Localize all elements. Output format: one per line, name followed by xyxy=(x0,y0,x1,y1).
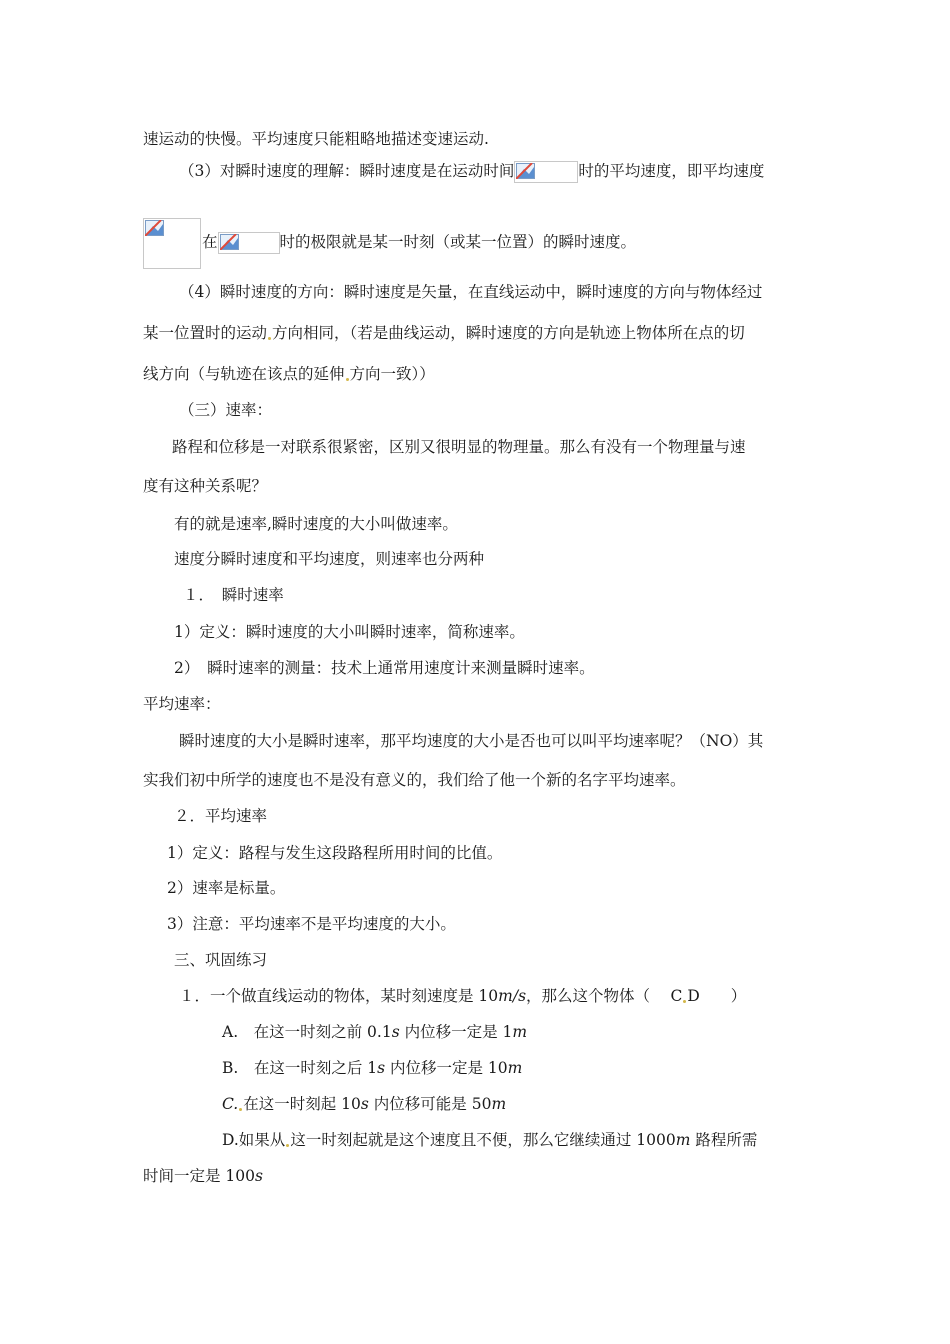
text-span: ，那么这个物体（ C xyxy=(526,987,683,1005)
text-span: 在 xyxy=(202,233,218,251)
text-line: 速运动的快慢。平均速度只能粗略地描述变速运动. xyxy=(143,130,489,148)
text-span: 时间一定是 100 xyxy=(143,1167,256,1185)
text-span: 线方向（与轨迹在该点的延伸 xyxy=(143,365,345,383)
section-heading: （三）速率： xyxy=(179,401,273,419)
broken-image-icon xyxy=(143,218,201,269)
text-line xyxy=(143,1166,263,1186)
text-line: 1）定义：路程与发生这段路程所用时间的比值。 xyxy=(167,844,503,862)
unit-text: m xyxy=(512,1023,528,1041)
text-line: 2） 瞬时速率的测量：技术上通常用速度计来测量瞬时速率。 xyxy=(174,659,595,677)
text-span: 在这一时刻起 10 xyxy=(243,1095,361,1113)
text-span: 方向相同，（若是曲线运动，瞬时速度的方向是轨迹上物体所在点的切 xyxy=(272,324,745,342)
text-span: B. 在这一时刻之后 1 xyxy=(222,1059,378,1077)
unit-text: s xyxy=(377,1059,386,1077)
unit-text: m xyxy=(507,1059,523,1077)
text-span: 内位移可能是 50 xyxy=(368,1095,492,1113)
text-line xyxy=(179,161,764,183)
text-line xyxy=(143,364,435,384)
text-span: 方向一致）） xyxy=(349,365,435,383)
unit-text: s xyxy=(255,1167,263,1185)
text-line: （4）瞬时速度的方向：瞬时速度是矢量，在直线运动中，瞬时速度的方向与物体经过 xyxy=(179,283,763,301)
text-span: 时的平均速度，即平均速度 xyxy=(578,162,765,180)
broken-image-icon xyxy=(514,161,578,183)
unit-text: m xyxy=(491,1095,507,1113)
text-line: 瞬时速度的大小是瞬时速率，那平均速度的大小是否也可以叫平均速率呢？（NO）其 xyxy=(179,732,764,750)
text-span: （3）对瞬时速度的理解：瞬时速度是在运动时间 xyxy=(179,162,515,180)
broken-image-icon xyxy=(218,232,280,254)
text-line: 度有这种关系呢？ xyxy=(143,477,268,495)
answer-text: D ） xyxy=(687,987,747,1005)
list-heading: ２．平均速率 xyxy=(174,807,268,825)
text-span: 路程所需 xyxy=(690,1131,758,1149)
text-line: 速度分瞬时速度和平均速度，则速率也分两种 xyxy=(174,550,485,568)
text-line xyxy=(143,323,745,343)
question-stem xyxy=(179,986,746,1006)
text-line: 1）定义：瞬时速度的大小叫瞬时速率，简称速率。 xyxy=(174,623,525,641)
text-span: 内位移一定是 10 xyxy=(385,1059,508,1077)
option-label: C. xyxy=(222,1095,239,1113)
list-heading: １． 瞬时速率 xyxy=(183,586,284,604)
text-span: A. 在这一时刻之前 0.1 xyxy=(222,1023,392,1041)
option-a xyxy=(222,1022,527,1042)
unit-text: m/s xyxy=(498,987,527,1005)
text-line xyxy=(202,232,636,254)
unit-text: m xyxy=(675,1131,691,1149)
section-heading: 三、巩固练习 xyxy=(174,951,268,969)
text-line: 2）速率是标量。 xyxy=(167,879,286,897)
mark-dot xyxy=(683,1000,686,1003)
text-line: 路程和位移是一对联系很紧密，区别又很明显的物理量。那么有没有一个物理量与速 xyxy=(172,438,746,456)
mark-dot xyxy=(239,1108,242,1111)
unit-text: s xyxy=(391,1023,400,1041)
mark-dot xyxy=(346,378,349,381)
text-line: 3）注意：平均速率不是平均速度的大小。 xyxy=(167,915,456,933)
text-line: 有的就是速率,瞬时速度的大小叫做速率。 xyxy=(174,515,458,533)
text-span: 某一位置时的运动 xyxy=(143,324,268,342)
text-span: 这一时刻起就是这个速度且不便，那么它继续通过 1000 xyxy=(290,1131,676,1149)
option-c xyxy=(222,1094,506,1114)
text-line: 平均速率： xyxy=(143,695,221,713)
text-span: 内位移一定是 1 xyxy=(399,1023,513,1041)
mark-dot xyxy=(286,1144,289,1147)
text-span: D.如果从 xyxy=(222,1131,286,1149)
unit-text: s xyxy=(360,1095,369,1113)
option-b xyxy=(222,1058,522,1078)
text-span: 时的极限就是某一时刻（或某一位置）的瞬时速度。 xyxy=(279,233,637,251)
option-d xyxy=(222,1130,757,1150)
text-span: １．一个做直线运动的物体，某时刻速度是 10 xyxy=(179,987,499,1005)
text-line xyxy=(143,218,201,269)
mark-dot xyxy=(268,337,271,340)
text-line: 实我们初中所学的速度也不是没有意义的，我们给了他一个新的名字平均速率。 xyxy=(143,771,686,789)
